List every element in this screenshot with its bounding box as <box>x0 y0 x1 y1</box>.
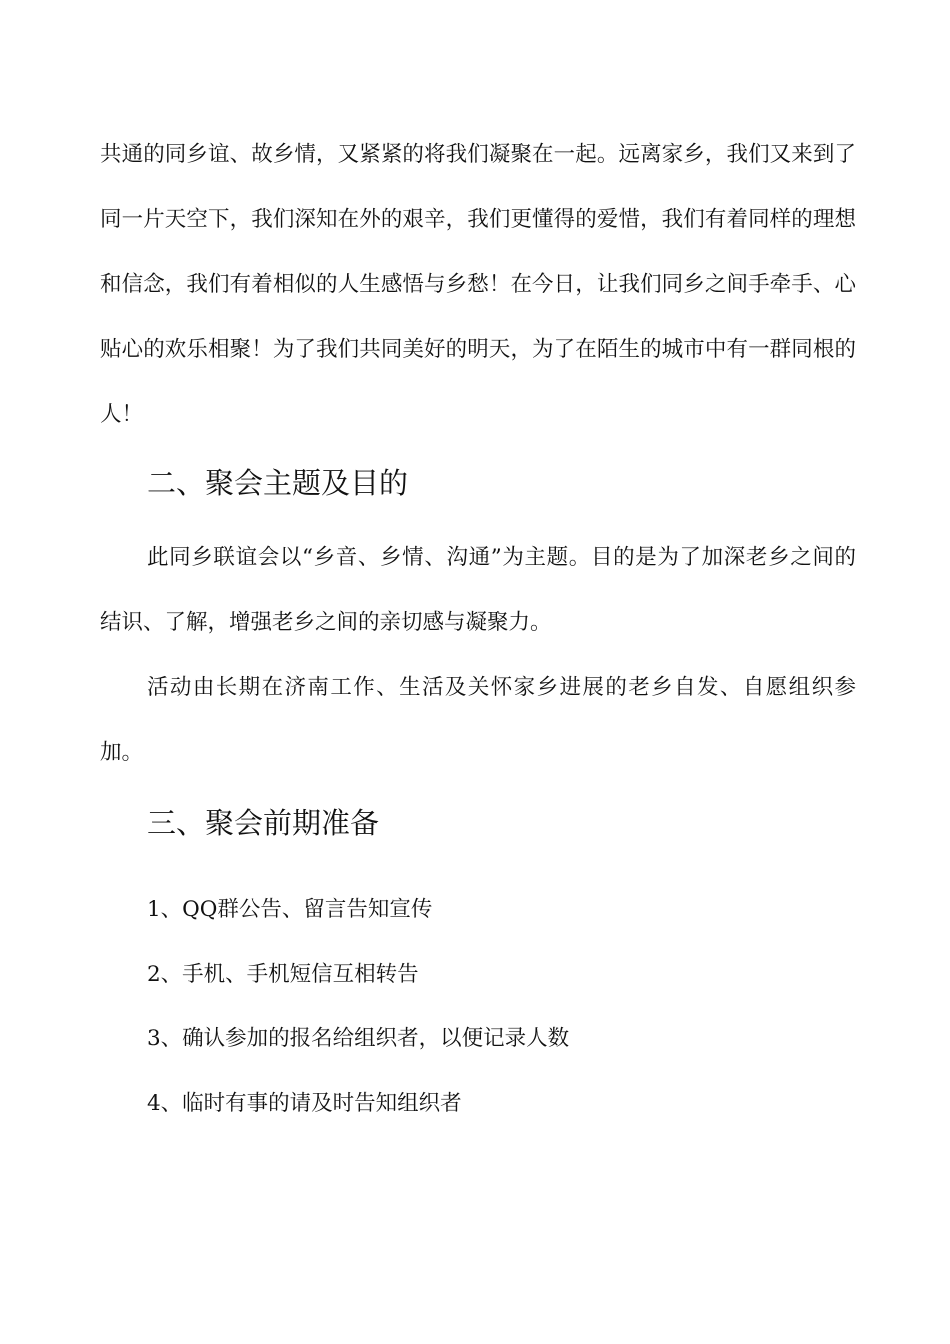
section2-heading: 二、聚会主题及目的 <box>147 466 409 500</box>
section3-heading: 三、聚会前期准备 <box>147 806 380 840</box>
section2-paragraph-1: 此同乡联谊会以“乡音、乡情、沟通”为主题。目的是为了加深老乡之间的结识、了解，增强老乡之间的亲切感与凝聚力。 <box>100 545 856 635</box>
prep-item-4: 4、临时有事的请及时告知组织者 <box>147 1091 462 1116</box>
prep-item-1: 1、QQ群公告、留言告知宣传 <box>147 897 433 922</box>
prep-item-3: 3、确认参加的报名给组织者，以便记录人数 <box>147 1026 570 1051</box>
section2-paragraph-2: 活动由长期在济南工作、生活及关怀家乡进展的老乡自发、自愿组织参加。 <box>100 675 856 765</box>
intro-paragraph: 共通的同乡谊、故乡情，又紧紧的将我们凝聚在一起。远离家乡，我们又来到了同一片天空下，我们深知在外的艰辛，我们更懂得的爱惜，我们有着同样的理想和信念，我们有着相似的人生感悟与乡愁！在今日，让我们同乡之间手牵手、心贴心的欢乐相聚！为了我们共同美好的明天，为了在陌生的城市中有一群同根的人！ <box>100 142 856 427</box>
prep-item-2: 2、手机、手机短信互相转告 <box>147 962 419 987</box>
